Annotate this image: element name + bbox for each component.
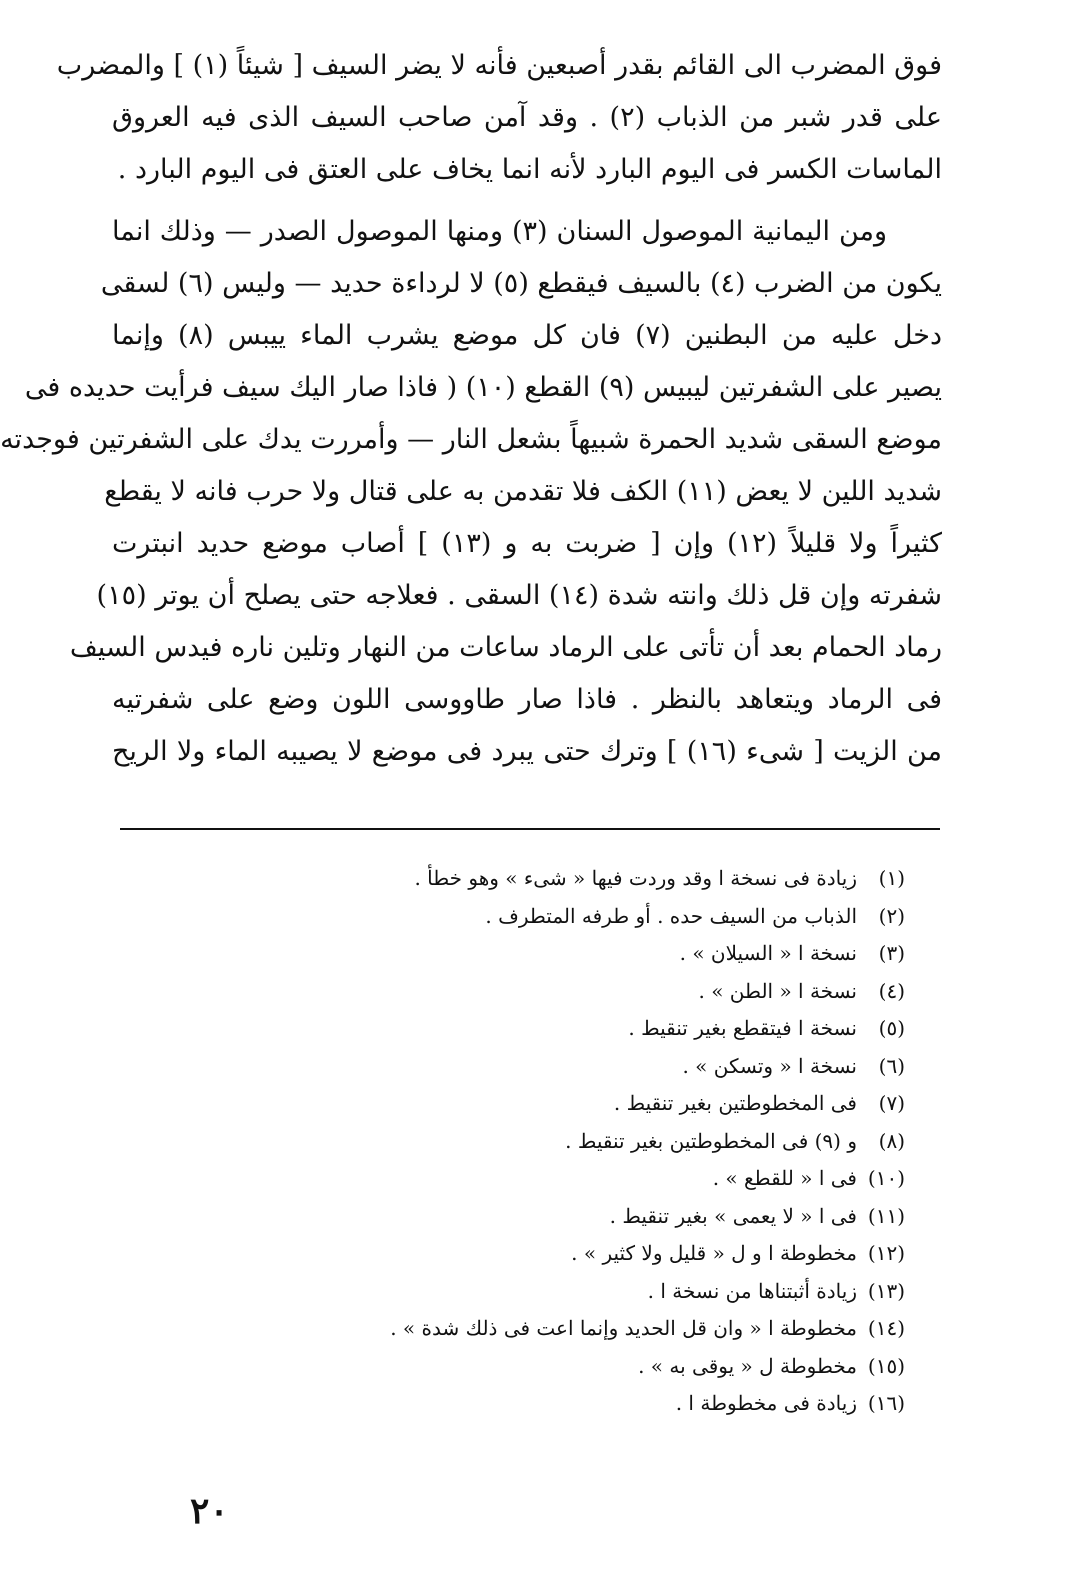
footnote-number: (٥) — [878, 1016, 905, 1040]
footnote — [145, 935, 905, 973]
footnote-text: زيادة فى مخطوطة ا . — [675, 1391, 857, 1415]
footnote-text: مخطوطة ا و ل « قليل ولا كثير » . — [571, 1241, 857, 1265]
footnote-text: زيادة فى نسخة ا وقد وردت فيها « شىء » وهو خطأ . — [414, 866, 857, 890]
footnote-text: فى ا « لا يعمى » بغير تنقيط . — [609, 1203, 857, 1228]
text-line: يصير على الشفرتين ليبيس (٩) القطع (١٠) ( فاذا صار اليك سيف فرأيت حديده فى — [24, 372, 942, 403]
footnote-number: (١٣) — [867, 1278, 905, 1303]
text-line: على قدر شبر من الذباب (٢) . وقد آمن صاحب السيف الذى فيه العروق — [112, 102, 942, 133]
footnote-separator — [120, 828, 940, 830]
footnote-text: فى ا « للقطع » . — [712, 1166, 857, 1190]
footnote-text: فى المخطوطتين بغير تنقيط . — [613, 1091, 857, 1115]
footnote-number: (٧) — [878, 1091, 905, 1115]
footnote-text: نسخة ا « السيلان » . — [679, 941, 857, 965]
footnote — [145, 1010, 905, 1048]
text-line: الماسات الكسر فى اليوم البارد لأنه انما يخاف على العتق فى اليوم البارد . — [117, 154, 942, 185]
text-line: رماد الحمام بعد أن تأتى على الرماد ساعات من النهار وتلين ناره فيدس السيف — [69, 632, 942, 663]
footnote-text: و (٩) فى المخطوطتين بغير تنقيط . — [565, 1128, 857, 1153]
text-line: موضع السقى شديد الحمرة شبيهاً بشعل النار — وأمررت يدك على الشفرتين فوجدته — [0, 424, 942, 455]
footnote-number: (٣) — [878, 941, 905, 965]
footnote-number: (١٤) — [867, 1316, 905, 1340]
footnote — [145, 1273, 905, 1311]
footnote — [145, 1385, 905, 1423]
text-line: يكون من الضرب (٤) بالسيف فيقطع (٥) لا لرداءة حديد — وليس (٦) لسقى — [100, 268, 942, 299]
footnote — [145, 1123, 905, 1161]
footnote-number: (١١) — [867, 1203, 905, 1228]
footnote-text: نسخة ا « الطن » . — [698, 978, 857, 1003]
page-number: ٢٠ — [190, 1490, 229, 1532]
footnote-number: (١) — [878, 866, 905, 890]
footnote — [145, 1198, 905, 1236]
text-line: فى الرماد ويتعاهد بالنظر . فاذا صار طاووسى اللون وضع على شفرتيه — [112, 684, 942, 715]
footnote-number — [857, 1423, 905, 1461]
text-line: فوق المضرب الى القائم بقدر أصبعين فأنه لا يضر السيف [ شيئاً (١) ] والمضرب — [56, 50, 942, 81]
text-line: كثيراً ولا قليلاً (١٢) وإن [ ضربت به و (١٣) ] أصاب موضع حديد انبترت — [112, 528, 943, 559]
text-line: شفرته وإن قل ذلك وانته شدة (١٤) السقى . فعلاجه حتى يصلح أن يوتر (١٥) — [96, 580, 942, 611]
footnote-number: (٢) — [878, 903, 905, 928]
footnote — [145, 1235, 905, 1273]
footnote — [145, 1048, 905, 1086]
footnote-text: نسخة ا فيتقطع بغير تنقيط . — [628, 1016, 857, 1040]
footnote-number: (١٢) — [867, 1241, 905, 1265]
footnote — [145, 1348, 905, 1386]
footnote-number: (٦) — [878, 1053, 905, 1078]
text-line: شديد اللين لا يعض (١١) الكف فلا تقدمن به على قتال ولا حرب فانه لا يقطع — [104, 476, 942, 507]
footnote — [145, 898, 905, 936]
footnote — [145, 1310, 905, 1348]
footnote — [145, 1160, 905, 1198]
footnote — [145, 860, 905, 898]
text-line: من الزيت [ شىء (١٦) ] وترك حتى يبرد فى موضع لا يصيبه الماء ولا الريح — [112, 736, 943, 767]
footnote-number: (١٥) — [867, 1353, 905, 1378]
footnotes — [145, 860, 905, 1460]
text-line: دخل عليه من البطنين (٧) فان كل موضع يشرب الماء ييبس (٨) وإنما — [112, 320, 942, 351]
footnote — [145, 1423, 905, 1461]
footnote-text: مخطوطة ل « يوقى به » . — [638, 1353, 857, 1378]
footnote-text: مخطوطة ا « وان قل الحديد وإنما اعت فى ذلك شدة » . — [390, 1316, 857, 1340]
text-line: ومن اليمانية الموصول السنان (٣) ومنها الموصول الصدر — وذلك انما — [112, 216, 888, 247]
footnote-number: (١٠) — [867, 1166, 905, 1190]
footnote-number: (٨) — [878, 1128, 905, 1153]
footnote-text: الذباب من السيف حده . أو طرفه المتطرف . — [485, 903, 857, 928]
main-text — [0, 40, 943, 778]
footnote — [145, 1085, 905, 1123]
footnote-number: (١٦) — [867, 1391, 905, 1415]
footnote — [145, 973, 905, 1011]
footnote-text: زيادة أثبتناها من نسخة ا . — [647, 1278, 857, 1303]
footnote-number: (٤) — [878, 978, 905, 1003]
footnote-text: نسخة ا « وتسكن » . — [682, 1053, 857, 1078]
